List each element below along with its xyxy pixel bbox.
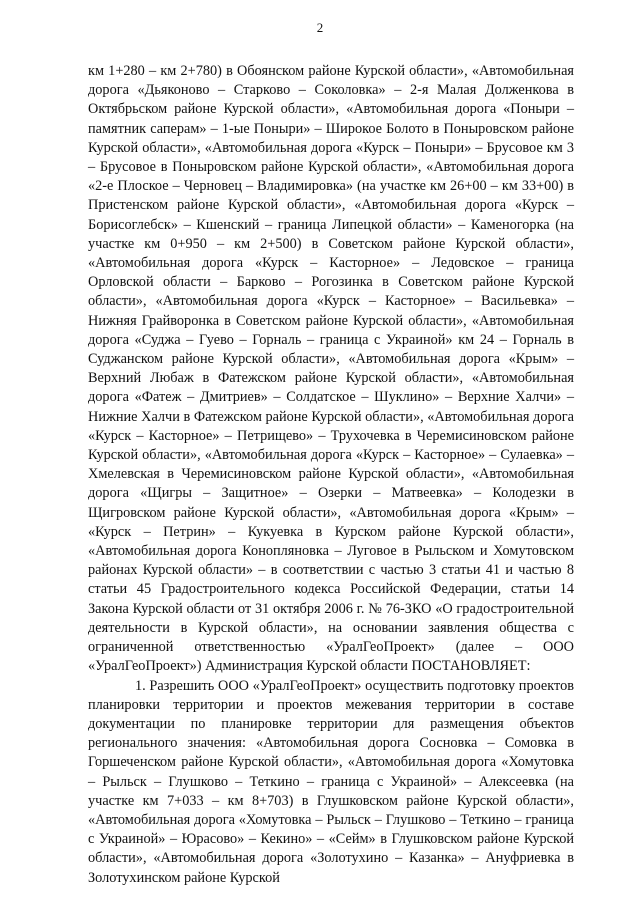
paragraph-item-1: 1. Разрешить ООО «УралГеоПроект» осуществить подготовку проектов планировки территории и проектов межевания территории в составе документации по планировке территории для размещения объектов регионального значения: «Автомобильная дорога Сосновка – Сомовка в Горшеченском районе Курской области», «Автомобильная дорога «Хомутовка – Рыльск – Глушково – Теткино – граница с Украиной» – Алексеевка (на участке км 7+033 – км 8+703) в Глушковском районе Курской области», «Автомобильная дорога «Хомутовка – Рыльск – Глушково – Теткино – граница с Украиной» – Юрасово» – Кекино» – «Сейм» в Глушковском районе Курской области», «Автомобильная дорога «Золотухино – Казанка» – Ануфриевка в Золотухинском районе Курской	[88, 677, 574, 886]
document-body	[88, 62, 574, 888]
page-number: 2	[316, 20, 324, 35]
paragraph-continuation: км 1+280 – км 2+780) в Обоянском районе Курской области», «Автомобильная дорога «Дьяконово – Старково – Соколовка» – 2-я Малая Долженкова в Октябрьском районе Курской области», «Автомобильная дорога «Поныри – памятник саперам» – 1-ые Поныри» – Широкое Болото в Поныровском районе Курской области», «Автомобильная дорога «Курск – Поныри» – Брусовое км 3 – Брусовое в Поныровском районе Курской области», «Автомобильная дорога «2-е Плоское – Черновец – Владимировка» (на участке км 26+00 – км 33+00) в Пристенском районе Курской области», «Автомобильная дорога «Курск – Борисоглебск» – Кшенский – граница Липецкой области» – Каменогорка (на участке км 0+950 – км 2+500) в Советском районе Курской области», «Автомобильная дорога «Курск – Касторное» – Ледовское – граница Орловской области – Барково – Рогозинка в Советском районе Курской области», «Автомобильная дорога «Курск – Касторное» – Васильевка» – Нижняя Грайворонка в Советском районе Курской области», «Автомобильная дорога «Суджа – Гуево – Горналь – граница с Украиной» км 24 – Горналь в Суджанском районе Курской области», «Автомобильная дорога «Крым» – Верхний Любаж в Фатежском районе Курской области», «Автомобильная дорога «Фатеж – Дмитриев» – Солдатское – Шуклино» – Верхние Халчи» – Нижние Халчи в Фатежском районе Курской области», «Автомобильная дорога «Курск – Касторное» – Петрищево» – Трухочевка в Черемисиновском районе Курской области», «Автомобильная дорога «Курск – Касторное» – Сулаевка» – Хмелевская в Черемисиновском районе Курской области», «Автомобильная дорога «Щигры – Защитное» – Озерки – Матвеевка» – Колодезки в Щигровском районе Курской области», «Автомобильная дорога «Крым» – «Курск – Петрин» – Кукуевка в Курском районе Курской области», «Автомобильная дорога Конопляновка – Луговое в Рыльском и Хомутовском районах Курской области» – в соответствии с частью 3 статьи 41 и частью 8 статьи 45 Градостроительного кодекса Российской Федерации, статьи 14 Закона Курской области от 31 октября 2006 г. № 76-ЗКО «О градостроительной деятельности в Курской области», на основании заявления общества с ограниченной ответственностью «УралГеоПроект» (далее – ООО «УралГеоПроект») Администрация Курской области ПОСТАНОВЛЯЕТ:	[88, 63, 574, 675]
